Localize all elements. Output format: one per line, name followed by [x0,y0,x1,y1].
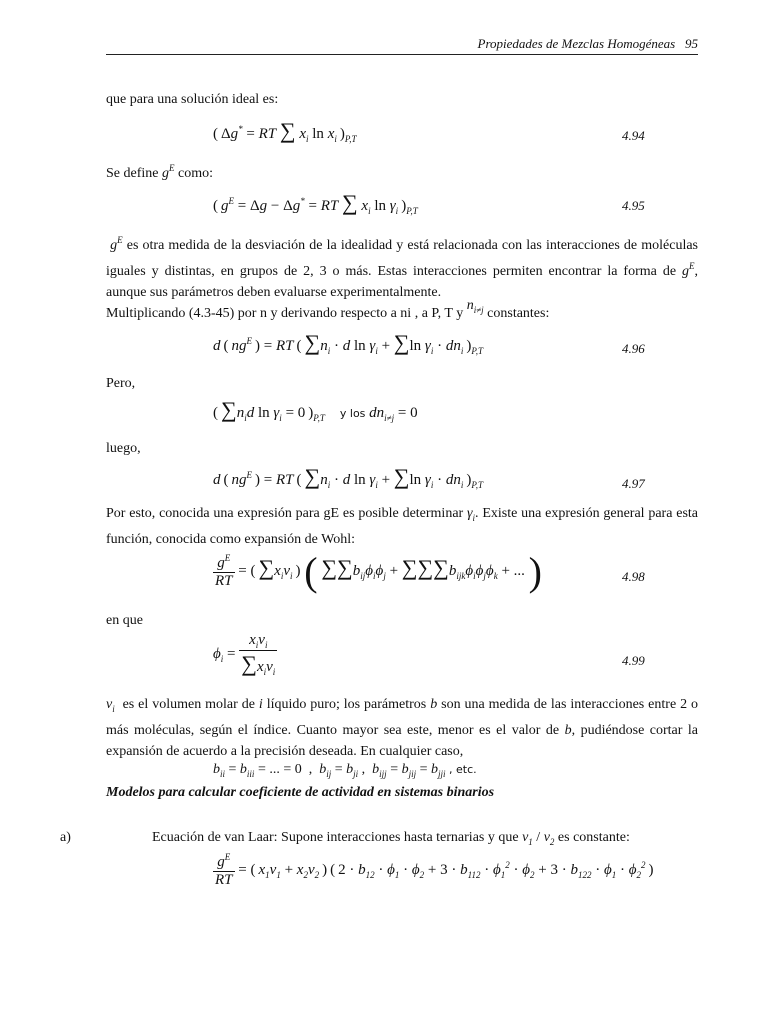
paragraph: Por esto, conocida una expresión para gE es posible determinar $\gamma_i$. Existe una expresión general para esta función, conocida como expansión de Wohl: [106,506,698,547]
header-title: Propiedades de Mezclas Homogéneas [477,36,676,51]
text-fragment: , pudiéndose cortar la expansión de acuerdo a la precisión deseada. En cualquier caso, [106,723,699,759]
text-fragment: es constante: [557,830,630,845]
equation-4-95: ( $g^E = \Delta g - \Delta g^*$ = RT ∑ $x_i$ $\ln \gamma_i$ )$_{P,T}$ [213,190,418,216]
equation-number: 4.98 [622,569,645,584]
text-line: luego, [106,441,141,456]
list-marker: a) [60,830,71,845]
equation-pero: ( $\sum n_id$ $\ln \gamma_i = 0$ )$_{P,T}$ y los $dn_{i\ne j} = 0$ [213,397,418,423]
page-header [478,36,698,52]
paragraph: $g^E$ es otra medida de la desviación de la idealidad y está relacionada con las interacciones de moléculas iguales y distintas, en grupos de 2, 3 o más. Estas interacciones permiten encontrar la forma de $g^E$, aunque sus parámetros deben evaluarse experimentalmente. [106,235,699,300]
equation-number: 4.97 [622,476,645,491]
text-fragment: Por esto, conocida una expresión para gE es posible determinar [106,506,464,521]
text-fragment: Se define [106,166,159,181]
text-fragment: es otra medida de la desviación de la idealidad y está relacionada con las interacciones de moléculas iguales y distintas, en grupos de 2, 3 o más. Estas interacciones permiten encontrar la forma de [106,238,699,279]
text-fragment: son una medida de las interacciones entre 2 o más moléculas, según el índice. Cuanto mayor sea este, menor es el valor de [106,697,699,738]
paragraph: $v_i$ es el volumen molar de i líquido puro; los parámetros b son una medida de las interacciones entre 2 o más moléculas, según el índice. Cuanto mayor sea este, menor es el valor de b, pudiéndose cortar la expansión de acuerdo a la precisión deseada. En cualquier caso, [106,697,699,759]
text-line: Ecuación de van Laar: Supone interacciones hasta ternarias y que $v_1 / v_2$ es constante: [152,830,630,847]
text-fragment: constantes: [487,306,550,321]
text-fragment: como: [177,166,213,181]
section-heading: Modelos para calcular coeficiente de actividad en sistemas binarios [106,785,495,800]
text-fragment: , etc. [449,763,477,776]
text-line: Pero, [106,376,136,391]
text-line: Multiplicando (4.3-45) por n y derivando respecto a ni , a P, T y $n_{i\ne j}$ constantes: [106,298,550,321]
text-fragment: Ecuación de van Laar: Supone interacciones hasta ternarias y que [152,830,519,845]
header-rule [106,54,698,55]
equation-4-99: $\phi_i$ = $\frac{x_iv_i}{\sum x_iv_i}$ [213,632,276,677]
text-fragment: . Existe una expresión general para esta función, conocida como expansión de Wohl: [106,506,698,547]
text-fragment: líquido puro; los parámetros [266,697,427,712]
page-number: 95 [685,36,698,51]
text-fragment: Multiplicando (4.3-45) por n y derivando respecto a ni , a P, T y [106,306,464,321]
equation-4-94: ( Δg* = RT ∑ $x_i$ $\ln x_i$ )$_{P,T}$ [213,118,357,144]
equation-4-98: $\frac{g^E}{RT}$ = ( $\sum x_iv_i$ ) ( $\sum\sum b_{ij}\phi_i\phi_j + \sum\sum\sum b_{ijk}\phi_i\phi_j\phi_k$ + ... ) [215,549,542,594]
equation-van-laar: $\frac{g^E}{RT}$ = ( $x_1v_1 + x_2v_2$ ) ( $2 \cdot b_{12} \cdot \phi_1 \cdot \phi_2 + 3 \cdot b_{112} \cdot \phi_1^2 \cdot \phi_2 + 3 \cdot b_{122} \cdot \phi_1 \cdot \phi_2^2$ ) [215,852,654,888]
equation-number: 4.96 [622,341,645,356]
equation-4-97: d ( $ng^E$ ) = RT ( $\sum n_i \cdot d$ $\ln \gamma_i + \sum\ln$ $\gamma_i \cdot dn_i$ )$_{P,T}$ [213,464,483,490]
text-fragment: , aunque sus parámetros deben evaluarse experimentalmente. [106,264,698,300]
text-fragment: y los [339,407,366,420]
equation-number: 4.94 [622,128,645,143]
text-line: en que [106,613,143,628]
text-line: Se define $g^E$ como: [106,163,213,181]
equation-4-96: d ( $ng^E$ ) = RT ( $\sum n_i \cdot d$ $\ln \gamma_i + \sum\ln$ $\gamma_i \cdot dn_i$ )$_{P,T}$ [213,330,483,356]
equation-number: 4.99 [622,653,645,668]
text-fragment: es el volumen molar de [122,697,255,712]
equation-number: 4.95 [622,198,645,213]
equation-b-relations: $b_{ii} = b_{iii}$ = ... = 0 , $b_{ij} = b_{ji}$ , $b_{ijj} = b_{jij} = b_{jji}$ , etc. [213,762,477,779]
text-line: que para una solución ideal es: [106,92,279,107]
